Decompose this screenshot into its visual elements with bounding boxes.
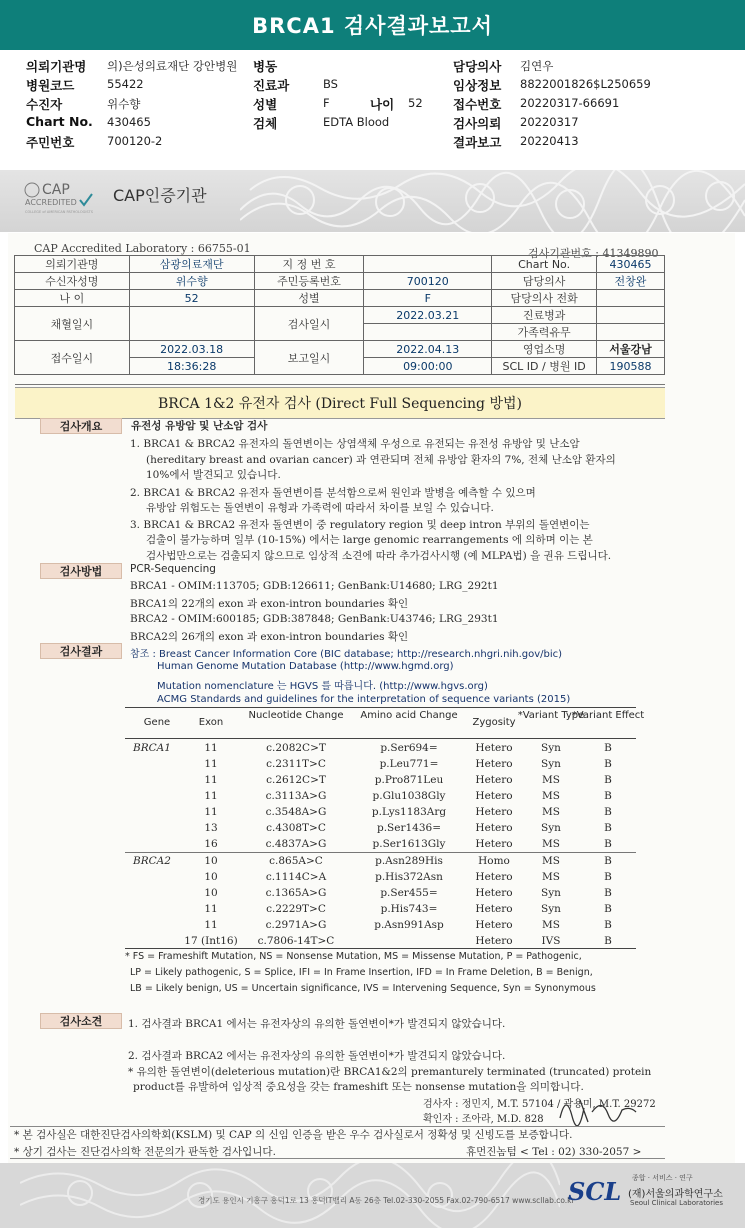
column-header: Gene [143, 717, 171, 728]
overview-line: (hereditary breast and ovarian cancer) 과 연관되며 전체 유방암 환자의 7%, 전체 난소암 환자의 [146, 454, 616, 466]
footer-tag: 종합 · 서비스 · 연구 [632, 1174, 693, 1182]
header-value: 8822001826$L250659 [520, 77, 651, 91]
variant-cell: c.2082C>T [266, 742, 326, 754]
header-label: 결과보고 [453, 135, 502, 150]
variant-cell: p.His743= [380, 903, 438, 915]
cell: 의뢰기관명 [15, 256, 130, 273]
variant-cell: Hetero [475, 806, 513, 818]
finding-2: 2. 검사결과 BRCA2 에서는 유전자상의 유의한 돌연변이*가 발견되지 않았습니다. [128, 1050, 506, 1062]
variant-cell: B [604, 790, 612, 802]
cell: 700120 [364, 273, 492, 290]
cell: 190588 [597, 358, 665, 375]
variant-cell: p.Pro871Leu [374, 774, 444, 786]
footnote-line: LP = Likely pathogenic, S = Splice, IFI = In Frame Insertion, IFD = In Frame Deletion, B = Benign, [130, 967, 593, 978]
method-line: BRCA2 - OMIM:600185; GDB:387848; GenBank:U43746; LRG_293t1 [130, 613, 499, 625]
method-line: PCR-Sequencing [130, 563, 216, 575]
variant-cell: MS [542, 774, 560, 786]
cell: 지 정 번 호 [254, 256, 364, 273]
variant-cell: Syn [541, 903, 561, 915]
header-value: 의)은성의료재단 강안병원 [107, 59, 238, 73]
variant-cell: B [604, 919, 612, 931]
cell: 가족력유무 [492, 324, 597, 341]
finding-note-1: * 유의한 돌연변이(deleterious mutation)란 BRCA1&2의 premanturely terminated (truncated) protein [128, 1066, 652, 1078]
variant-cell: p.His372Asn [375, 871, 443, 883]
variant-cell: B [604, 742, 612, 754]
overview-line: 2. BRCA1 & BRCA2 유전자 돌연변이를 분석함으로써 원인과 발병을 예측할 수 있으며 [130, 487, 536, 499]
variant-cell: 10 [204, 871, 218, 883]
cell: 채혈일시 [15, 307, 130, 341]
variant-cell: p.Ser694= [380, 742, 438, 754]
certification-note: * 본 검사실은 대한진단검사의학회(KSLM) 및 CAP 의 신임 인증을 받은 우수 검사실로서 정확성 및 신빙도를 보증합니다. [14, 1129, 573, 1141]
report-title: BRCA1 검사결과보고서 [0, 0, 745, 50]
cell: F [364, 290, 492, 307]
footnote-line: * FS = Frameshift Mutation, NS = Nonsense Mutation, MS = Missense Mutation, P = Pathogenic, [125, 951, 582, 962]
cell [129, 307, 254, 341]
variant-cell: 11 [204, 806, 218, 818]
variant-cell: B [604, 935, 612, 947]
variant-cell: Syn [541, 822, 561, 834]
cap-accredited: ACCREDITED [25, 198, 77, 207]
variant-cell: BRCA2 [133, 855, 171, 867]
header-label: 검체 [253, 116, 278, 131]
method-line: BRCA1 - OMIM:113705; GDB:126611; GenBank:U14680; LRG_292t1 [130, 580, 499, 592]
variant-cell: Hetero [475, 822, 513, 834]
variant-cell: MS [542, 919, 560, 931]
overview-line: 10%에서 발견되고 있습니다. [146, 469, 281, 481]
variant-cell: p.Asn991Asp [374, 919, 444, 931]
cell: 52 [129, 290, 254, 307]
finding-note-2: product를 유발하여 임상적 중요성을 갖는 frameshift 또는 nonsense mutation을 의미합니다. [133, 1081, 584, 1093]
table-top-rule [125, 707, 636, 708]
variant-cell: Hetero [475, 887, 513, 899]
header-value: 20220317-66691 [520, 96, 620, 110]
cell: SCL ID / 병원 ID [492, 358, 597, 375]
variant-cell: c.4308T>C [266, 822, 326, 834]
confirmer-signature: 확인자 : 조아라, M.D. 828 [423, 1114, 544, 1125]
reference-line: ACMG Standards and guidelines for the interpretation of sequence variants (2015) [157, 694, 571, 705]
variant-cell: c.3548A>G [265, 806, 327, 818]
overview-line: 1. BRCA1 & BRCA2 유전자의 돌연변이는 상염색체 우성으로 유전되는 유전성 유방암 및 난소암 [130, 438, 580, 450]
header-value: 700120-2 [107, 134, 163, 148]
cell: Chart No. [492, 256, 597, 273]
cell: 삼광의료재단 [129, 256, 254, 273]
overview-line: 유방암 위험도는 돌연변이 유형과 가족력에 따라서 차이를 보일 수 있습니다. [146, 502, 494, 514]
cell: 2022.04.13 [364, 341, 492, 358]
variant-cell: 10 [204, 855, 218, 867]
variant-cell: Hetero [475, 774, 513, 786]
column-header: *Variant Type [517, 710, 585, 721]
header-value: 20220317 [520, 115, 579, 129]
header-value: 위수향 [107, 97, 141, 111]
hotline: 휴먼진놈텀 < Tel : 02) 330-2057 > [466, 1146, 642, 1158]
variant-cell: Hetero [475, 742, 513, 754]
header-value: 55422 [107, 77, 144, 91]
variant-cell: c.2311T>C [266, 758, 326, 770]
variant-cell: Hetero [475, 903, 513, 915]
cell: 위수향 [129, 273, 254, 290]
cell: 09:00:00 [364, 358, 492, 375]
variant-cell: 11 [204, 758, 218, 770]
header-label: 진료과 [253, 78, 290, 93]
cell: 18:36:28 [129, 358, 254, 375]
variant-cell: Hetero [475, 871, 513, 883]
header-label: 담당의사 [453, 59, 502, 74]
variant-cell: Syn [541, 887, 561, 899]
variant-cell: c.3113A>G [265, 790, 327, 802]
variant-cell: IVS [541, 935, 561, 947]
variant-cell: MS [542, 806, 560, 818]
header-label: Chart No. [26, 114, 93, 129]
variant-cell: c.2612C>T [266, 774, 326, 786]
variant-cell: 13 [204, 822, 218, 834]
cap-mark: CAP [42, 182, 70, 198]
variant-cell: 11 [204, 774, 218, 786]
variant-cell: Syn [541, 742, 561, 754]
variant-cell: MS [542, 855, 560, 867]
header-label: 병원코드 [26, 78, 75, 93]
header-label: 나이 [370, 97, 395, 112]
column-header: *Variant Effect [571, 710, 645, 721]
variant-cell: c.1114C>A [265, 871, 327, 883]
header-label: 주민번호 [26, 135, 75, 150]
section-title: BRCA 1&2 유전자 검사 (Direct Full Sequencing 방법) [15, 387, 665, 419]
header-label: 수진자 [26, 97, 63, 112]
variant-cell: Hetero [475, 919, 513, 931]
variant-cell: B [604, 887, 612, 899]
cell: 2022.03.18 [129, 341, 254, 358]
variant-cell: p.Ser1436= [376, 822, 441, 834]
column-header: Nucleotide Change [248, 710, 344, 721]
variant-cell: Syn [541, 758, 561, 770]
method-line: BRCA1의 22개의 exon 과 exon-intron boundaries 확인 [130, 598, 409, 610]
cell: 검사일시 [254, 307, 364, 341]
cell: 보고일시 [254, 341, 364, 375]
method-line: BRCA2의 26개의 exon 과 exon-intron boundaries 확인 [130, 631, 409, 643]
overview-line: 검사법만으로는 검출되지 않으므로 임상적 소견에 따라 추가검사시행 (예 MLPA법) 을 권유 드립니다. [146, 550, 612, 562]
column-header: Amino acid Change [360, 710, 458, 721]
header-label: 의뢰기관명 [26, 59, 87, 74]
cell: 접수일시 [15, 341, 130, 375]
cell: 진료병과 [492, 307, 597, 324]
header-value: BS [323, 77, 338, 91]
footer-address: 경기도 용인시 기흥구 흥덕1로 13 흥덕IT밸리 A동 26층 Tel.02-330-2055 Fax.02-790-6517 www.scllab.co.kr [198, 1196, 575, 1205]
cap-lab-number: CAP Accredited Laboratory : 66755-01 [34, 242, 251, 255]
header-label: 성별 [253, 97, 278, 112]
variant-cell: c.7806-14T>C [257, 935, 335, 947]
footer [0, 1163, 745, 1228]
cell: 서울강남 [597, 341, 665, 358]
variant-cell: c.865A>C [269, 855, 323, 867]
gene-divider [125, 852, 636, 853]
cell [597, 324, 665, 341]
scl-logo: SCL [568, 1177, 622, 1206]
variant-cell: MS [542, 871, 560, 883]
findings-label: 검사소견 [40, 1013, 122, 1029]
variant-cell: 17 (Int16) [184, 935, 238, 947]
overview-label: 검사개요 [40, 418, 122, 434]
variant-cell: p.Asn289His [375, 855, 443, 867]
variant-cell: MS [542, 790, 560, 802]
variant-cell: c.1365A>G [265, 887, 327, 899]
variant-cell: B [604, 903, 612, 915]
table-header-rule [125, 738, 636, 739]
cell: 나 이 [15, 290, 130, 307]
footer-org-en: Seoul Clinical Laboratories [630, 1199, 723, 1207]
header-value: EDTA Blood [323, 115, 390, 129]
variant-cell: Homo [478, 855, 510, 867]
cell: 430465 [597, 256, 665, 273]
specimen-info-table [14, 255, 665, 375]
variant-cell: p.Leu771= [379, 758, 439, 770]
cap-college: COLLEGE of AMERICAN PATHOLOGISTS [25, 210, 93, 214]
table-bottom-rule [125, 948, 636, 949]
overview-line: 3. BRCA1 & BRCA2 유전자 돌연변이 중 regulatory region 및 deep intron 부위의 돌연변이는 [130, 519, 590, 531]
variant-cell: B [604, 855, 612, 867]
variant-cell: B [604, 871, 612, 883]
cell [597, 307, 665, 324]
reference-line: Mutation nomenclature 는 HGVS 를 따릅니다. (http://www.hgvs.org) [157, 681, 488, 692]
variant-cell: MS [542, 838, 560, 850]
footer-org: (재)서울의과학연구소 [628, 1189, 723, 1200]
column-header: Zygosity [472, 717, 516, 728]
cell [364, 324, 492, 341]
method-label: 검사방법 [40, 563, 122, 579]
variant-cell: Hetero [475, 935, 513, 947]
variant-cell: B [604, 806, 612, 818]
variant-cell: 11 [204, 742, 218, 754]
variant-cell: c.2229T>C [266, 903, 326, 915]
variant-cell: Hetero [475, 790, 513, 802]
variant-cell: p.Glu1038Gly [372, 790, 446, 802]
variant-cell: Hetero [475, 838, 513, 850]
reference-line: 참조 : Breast Cancer Information Core (BIC database; http://research.nhgri.nih.gov/bic) [130, 649, 563, 660]
variant-cell: B [604, 822, 612, 834]
column-header: Exon [198, 717, 224, 728]
header-value: F [323, 96, 330, 110]
variant-cell: 11 [204, 919, 218, 931]
variant-cell: B [604, 774, 612, 786]
cap-logo [22, 178, 102, 220]
cell: 주민등록번호 [254, 273, 364, 290]
overview-heading: 유전성 유방암 및 난소암 검사 [131, 420, 268, 432]
header-value: 52 [408, 96, 423, 110]
header-label: 접수번호 [453, 97, 502, 112]
result-label: 검사결과 [40, 643, 122, 659]
cell: 전창완 [597, 273, 665, 290]
institution-number: 검사기관번호 : 41349890 [528, 247, 659, 260]
variant-cell: 11 [204, 790, 218, 802]
variant-cell: p.Lys1183Arg [371, 806, 447, 818]
variant-cell: 16 [204, 838, 218, 850]
divider [10, 1158, 665, 1159]
cap-label: CAP인증기관 [113, 186, 207, 205]
header-label: 병동 [253, 59, 278, 74]
reading-note: * 상기 검사는 진단검사의학 전문의가 판독한 검사입니다. [14, 1146, 276, 1158]
finding-1: 1. 검사결과 BRCA1 에서는 유전자상의 유의한 돌연변이*가 발견되지 않았습니다. [128, 1018, 506, 1030]
footnote-line: LB = Likely benign, US = Uncertain significance, IVS = Intervening Sequence, Syn = Synonymous [130, 983, 596, 994]
header-value: 430465 [107, 115, 151, 129]
header-label: 검사의뢰 [453, 116, 502, 131]
cell: 담당의사 [492, 273, 597, 290]
handwritten-signature [552, 1088, 642, 1126]
cell: 2022.03.21 [364, 307, 492, 324]
header-value: 20220413 [520, 134, 579, 148]
cell: 수신자성명 [15, 273, 130, 290]
cell: 영업소명 [492, 341, 597, 358]
cap-banner [0, 170, 745, 232]
variant-cell: B [604, 838, 612, 850]
tester-signature: 검사자 : 정민지, M.T. 57104 / 곽용미, M.T. 29272 [423, 1099, 656, 1110]
variant-cell: p.Ser1613Gly [372, 838, 446, 850]
variant-cell: 10 [204, 887, 218, 899]
variant-cell: BRCA1 [133, 742, 171, 754]
variant-cell: B [604, 758, 612, 770]
header-label: 임상정보 [453, 78, 502, 93]
overview-line: 검출이 불가능하며 일부 (10-15%) 에서는 large genomic rearrangements 에 의하며 이는 본 [146, 534, 593, 546]
variant-cell: c.4837A>G [265, 838, 327, 850]
cell: 성별 [254, 290, 364, 307]
header-value: 김연우 [520, 59, 554, 73]
cell [364, 256, 492, 273]
divider [15, 384, 665, 385]
reference-line: Human Genome Mutation Database (http://www.hgmd.org) [157, 661, 454, 672]
variant-cell: Hetero [475, 758, 513, 770]
variant-cell: c.2971A>G [265, 919, 327, 931]
cell: 담당의사 전화 [492, 290, 597, 307]
cell [597, 290, 665, 307]
decorative-pattern [240, 170, 745, 232]
variant-cell: 11 [204, 903, 218, 915]
variant-cell: p.Ser455= [380, 887, 438, 899]
